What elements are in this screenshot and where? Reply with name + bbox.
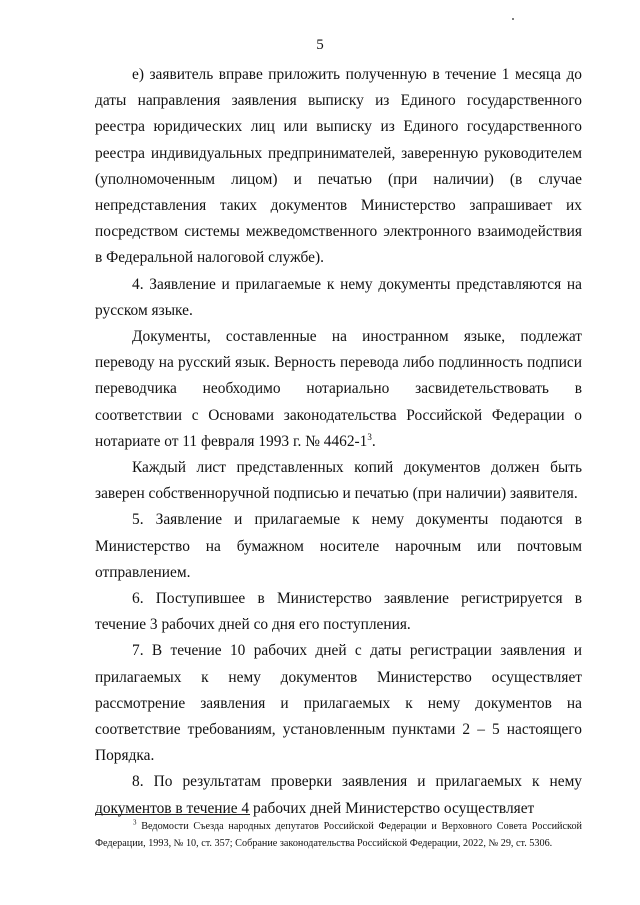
footnote-text: Ведомости Съезда народных депутатов Российской Федерации и Верховного Совета Российской Федерации, 1993, № 10, ст. 357; Собрание законодательства Российской Федерации, 2022, № 29, ст. 5306. (95, 821, 582, 849)
page-number: 5 (316, 37, 324, 53)
footnote-mark: 3 (133, 818, 137, 827)
paragraph-4: 4. Заявление и прилагаемые к нему документы представляются на русском языке. (95, 275, 582, 319)
paragraph-certification: Каждый лист представленных копий документов должен быть заверен собственноручной подписью и печатью (при наличии) заявителя. (95, 459, 582, 503)
footnote-reference: 3 (367, 431, 372, 442)
paragraph-e: е) заявитель вправе приложить полученную в течение 1 месяца до даты направления заявления выписку из Единого государственного реестра юридических лиц или выписку из Единого государственного реестра индивидуальных предпринимателей, заверенную руководителем (уполномоченным лицом) и печатью (при наличии) (в случае непредставления таких документов Министерство запрашивает их посредством системы межведомственного электронного взаимодействия в Федеральной налоговой службе). (95, 66, 582, 267)
paragraph-7: 7. В течение 10 рабочих дней с даты регистрации заявления и прилагаемых к нему документов Министерство осуществляет рассмотрение заявления и прилагаемых к нему документов на соответствие требованиям, установленным пунктами 2 – 5 настоящего Порядка. (95, 642, 582, 765)
paragraph-translation-text: Документы, составленные на иностранном языке, подлежат переводу на русский язык. Верность перевода либо подлинность подписи переводчика необходимо нотариально засвидетельствовать в соответствии с Основами законодательства Российской Федерации о нотариате от 11 февраля 1993 г. № 4462-1 (95, 328, 582, 450)
footnote (95, 818, 582, 852)
footnote-divider (95, 814, 250, 815)
paragraph-8: 8. По результатам проверки заявления и прилагаемых к нему документов в течение 4 рабочих дней Министерство осуществляет (95, 773, 582, 817)
paragraph-6: 6. Поступившее в Министерство заявление регистрируется в течение 3 рабочих дней со дня его поступления. (95, 590, 582, 634)
paragraph-5: 5. Заявление и прилагаемые к нему документы подаются в Министерство на бумажном носителе нарочным или почтовым отправлением. (95, 511, 582, 581)
scan-speck (512, 18, 514, 20)
paragraph-translation (95, 324, 582, 455)
paragraph-translation-tail: . (371, 432, 376, 450)
document-body (95, 62, 582, 822)
